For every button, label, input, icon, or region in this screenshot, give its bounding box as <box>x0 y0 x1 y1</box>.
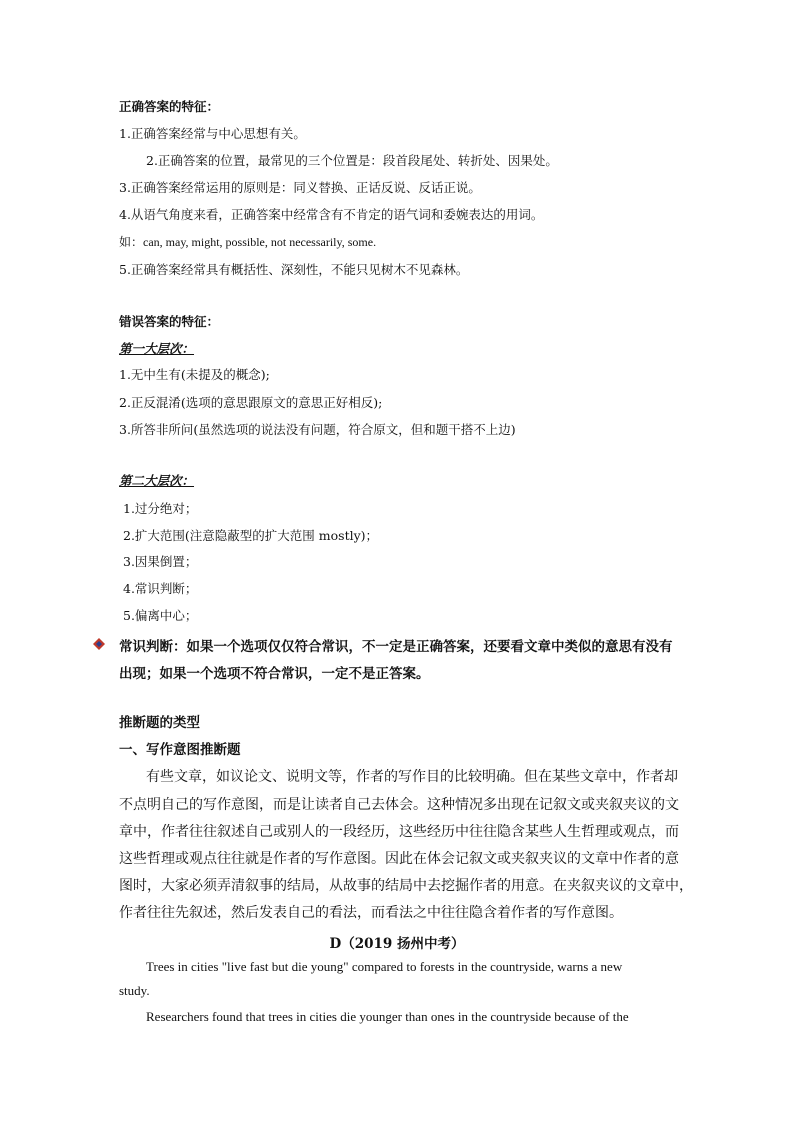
paragraph-line: 不点明自己的写作意图，而是让读者自己去体会。这种情况多出现在记叙文或夹叙夹议的文 <box>119 797 679 813</box>
correct-heading: 正确答案的特征： <box>119 99 220 114</box>
passage-line: Trees in cities "live fast but die young" compared to forests in the countryside, warns a new <box>146 959 623 974</box>
level1-item: 2.正反混淆(选项的意思跟原文的意思正好相反); <box>119 395 383 410</box>
correct-item: 3.正确答案经常运用的原则是：同义替换、正话反说、反话正说。 <box>119 180 481 195</box>
correct-item: 5.正确答案经常具有概括性、深刻性，不能只见树木不见森林。 <box>119 262 469 277</box>
paragraph-line: 这些哲理或观点往往就是作者的写作意图。因此在体会记叙文或夹叙夹议的文章中作者的意 <box>119 851 679 867</box>
correct-example: 如：can, may, might, possible, not necessarily, some. <box>119 235 377 249</box>
paragraph-line: 图时，大家必须弄清叙事的结局，从故事的结局中去挖掘作者的用意。在夹叙夹议的文章中， <box>119 878 693 894</box>
diamond-bullet-icon <box>92 637 106 651</box>
level2-item: 3.因果倒置； <box>123 554 198 569</box>
correct-item: 1.正确答案经常与中心思想有关。 <box>119 126 306 141</box>
passage-line: study. <box>119 983 150 998</box>
level1-item: 1.无中生有(未提及的概念); <box>119 367 270 382</box>
paragraph-line: 章中，作者往往叙述自己或别人的一段经历，这些经历中往往隐含某些人生哲理或观点，而 <box>119 824 679 840</box>
passage-title: D（2019 扬州中考） <box>329 936 465 952</box>
paragraph-line: 作者往往先叙述，然后发表自己的看法，而看法之中往往隐含着作者的写作意图。 <box>119 905 623 921</box>
paragraph-line: 有些文章，如议论文、说明文等，作者的写作目的比较明确。但在某些文章中，作者却 <box>146 769 678 785</box>
wrong-heading: 错误答案的特征： <box>119 314 220 329</box>
inference-sub-heading: 一、写作意图推断题 <box>119 742 241 758</box>
level2-title: 第二大层次： <box>119 473 195 488</box>
level2-item: 1.过分绝对； <box>123 501 198 516</box>
level2-item: 4.常识判断； <box>123 581 198 596</box>
level1-item: 3.所答非所问(虽然选项的说法没有问题，符合原文，但和题干搭不上边) <box>119 422 516 437</box>
level2-item: 5.偏离中心； <box>123 608 198 623</box>
level2-item: 2.扩大范围(注意隐蔽型的扩大范围 mostly)； <box>123 528 379 543</box>
level1-title: 第一大层次： <box>119 341 195 356</box>
inference-heading: 推断题的类型 <box>119 715 200 731</box>
correct-item: 4.从语气角度来看，正确答案中经常含有不肯定的语气词和委婉表达的用词。 <box>119 207 544 222</box>
correct-item: 2.正确答案的位置，最常见的三个位置是：段首段尾处、转折处、因果处。 <box>146 153 558 168</box>
passage-line: Researchers found that trees in cities die younger than ones in the countryside because of the <box>146 1009 629 1024</box>
common-sense-note: 常识判断：如果一个选项仅仅符合常识，不一定是正确答案，还要看文章中类似的意思有没有出现；如果一个选项不符合常识，一定不是正答案。 <box>119 639 673 682</box>
